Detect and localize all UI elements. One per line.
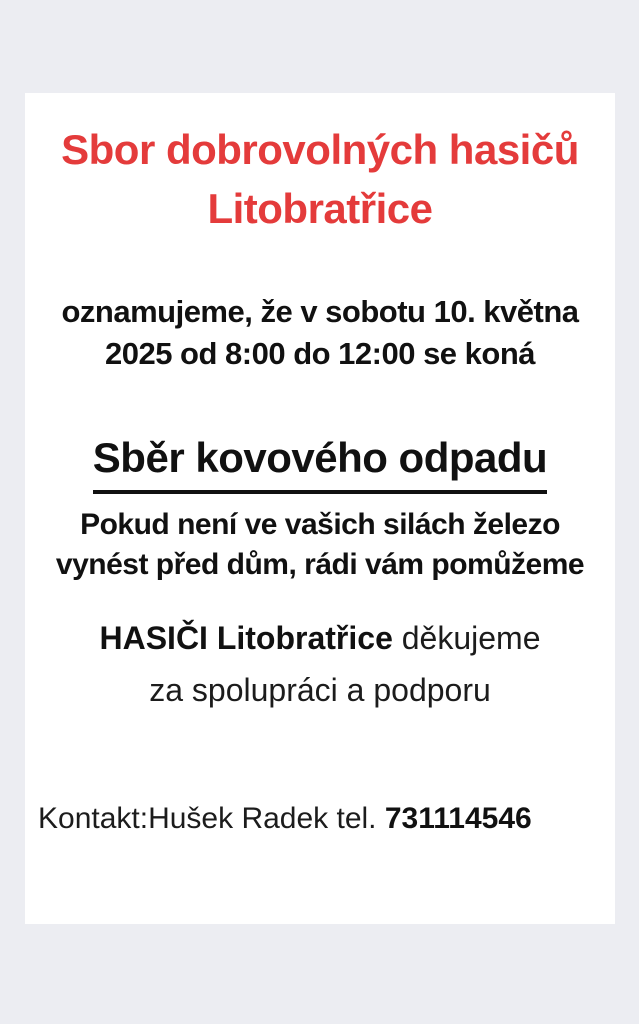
thanks-line-2: za spolupráci a podporu [149,671,491,708]
announcement-line-2: 2025 od 8:00 do 12:00 se koná [104,336,536,372]
thanks-emphasis: HASIČI Litobratřice [99,620,393,656]
announcement-text [25,291,615,375]
help-note-line-2: vynést před dům, rádi vám pomůžeme [55,548,585,582]
poster-title-line-2: Litobratřice [207,184,433,232]
thanks-line-1 [25,613,615,665]
contact-line [38,799,602,840]
help-note [25,505,615,585]
announcement-line-1: oznamujeme, že v sobotu 10. května [61,294,579,329]
contact-label: Kontakt:Hušek Radek tel. [38,802,385,835]
poster-card [25,93,615,924]
poster-title-line-1: Sbor dobrovolných hasičů [61,126,579,173]
event-heading [25,431,615,494]
contact-phone: 731114546 [384,802,532,835]
poster-title [25,121,615,239]
help-note-line-1: Pokud není ve vašich silách železo [80,508,560,541]
thanks-text [25,613,615,717]
event-heading-text: Sběr kovového odpadu [93,431,547,494]
thanks-regular: děkujeme [392,620,541,656]
